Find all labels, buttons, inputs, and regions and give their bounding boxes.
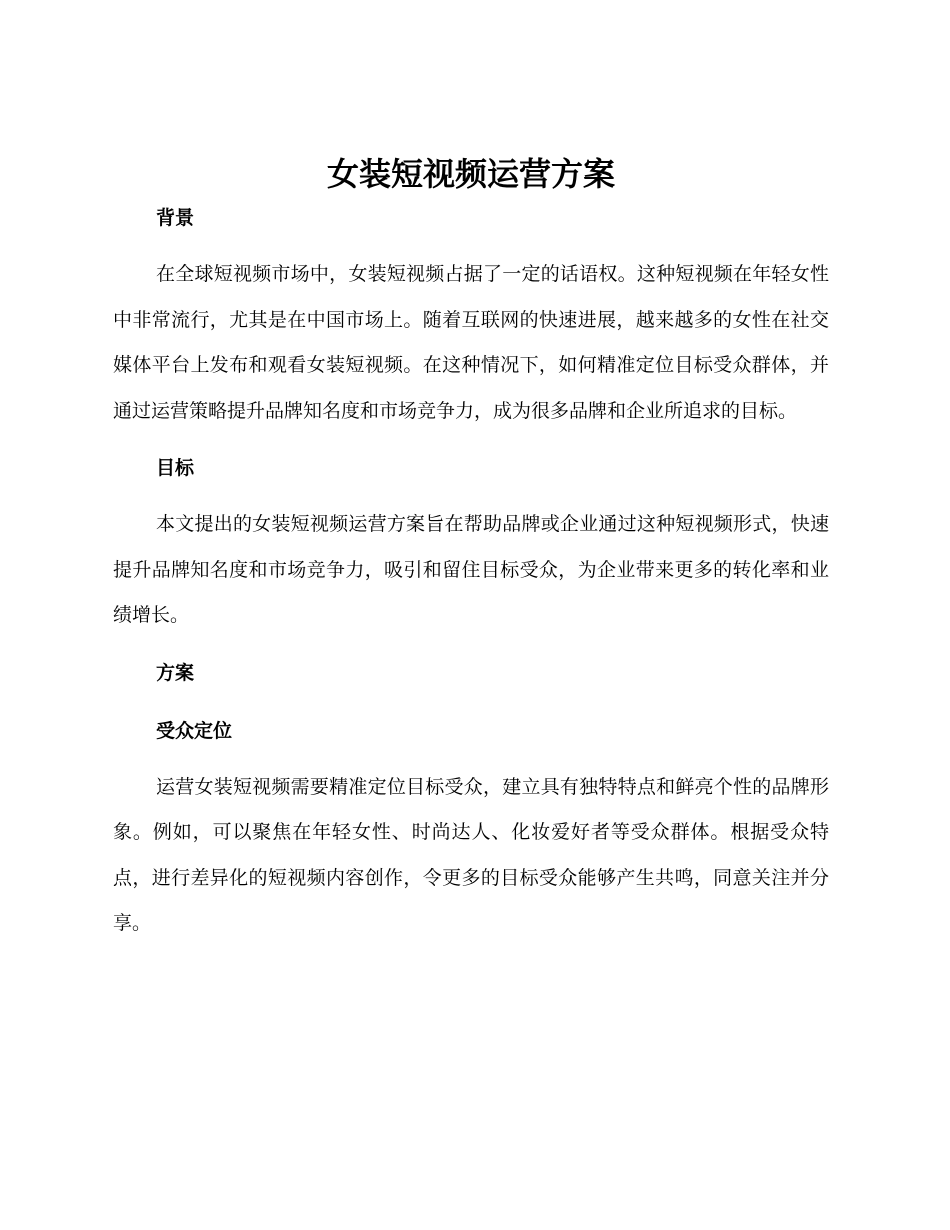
section-heading-goal: 目标 xyxy=(156,457,195,479)
document-page xyxy=(113,148,829,947)
section-paragraph-background: 在全球短视频市场中，女装短视频占据了一定的话语权。这种短视频在年轻女性中非常流行，尤其是在中国市场上。随着互联网的快速进展，越来越多的女性在社交媒体平台上发布和观看女装短视频。在这种情况下，如何精准定位目标受众群体，并通过运营策略提升品牌知名度和市场竞争力，成为很多品牌和企业所追求的目标。 xyxy=(113,263,829,422)
section-paragraph-goal: 本文提出的女装短视频运营方案旨在帮助品牌或企业通过这种短视频形式，快速提升品牌知名度和市场竞争力，吸引和留住目标受众，为企业带来更多的转化率和业绩增长。 xyxy=(113,513,829,626)
section-heading-background: 背景 xyxy=(156,207,195,229)
document-title: 女装短视频运营方案 xyxy=(326,155,615,193)
section-paragraph-audience: 运营女装短视频需要精准定位目标受众，建立具有独特特点和鲜亮个性的品牌形象。例如，可以聚焦在年轻女性、时尚达人、化妆爱好者等受众群体。根据受众特点，进行差异化的短视频内容创作，令更多的目标受众能够产生共鸣，同意关注并分享。 xyxy=(113,775,829,934)
section-heading-plan: 方案 xyxy=(156,661,195,684)
section-heading-audience: 受众定位 xyxy=(156,719,233,742)
